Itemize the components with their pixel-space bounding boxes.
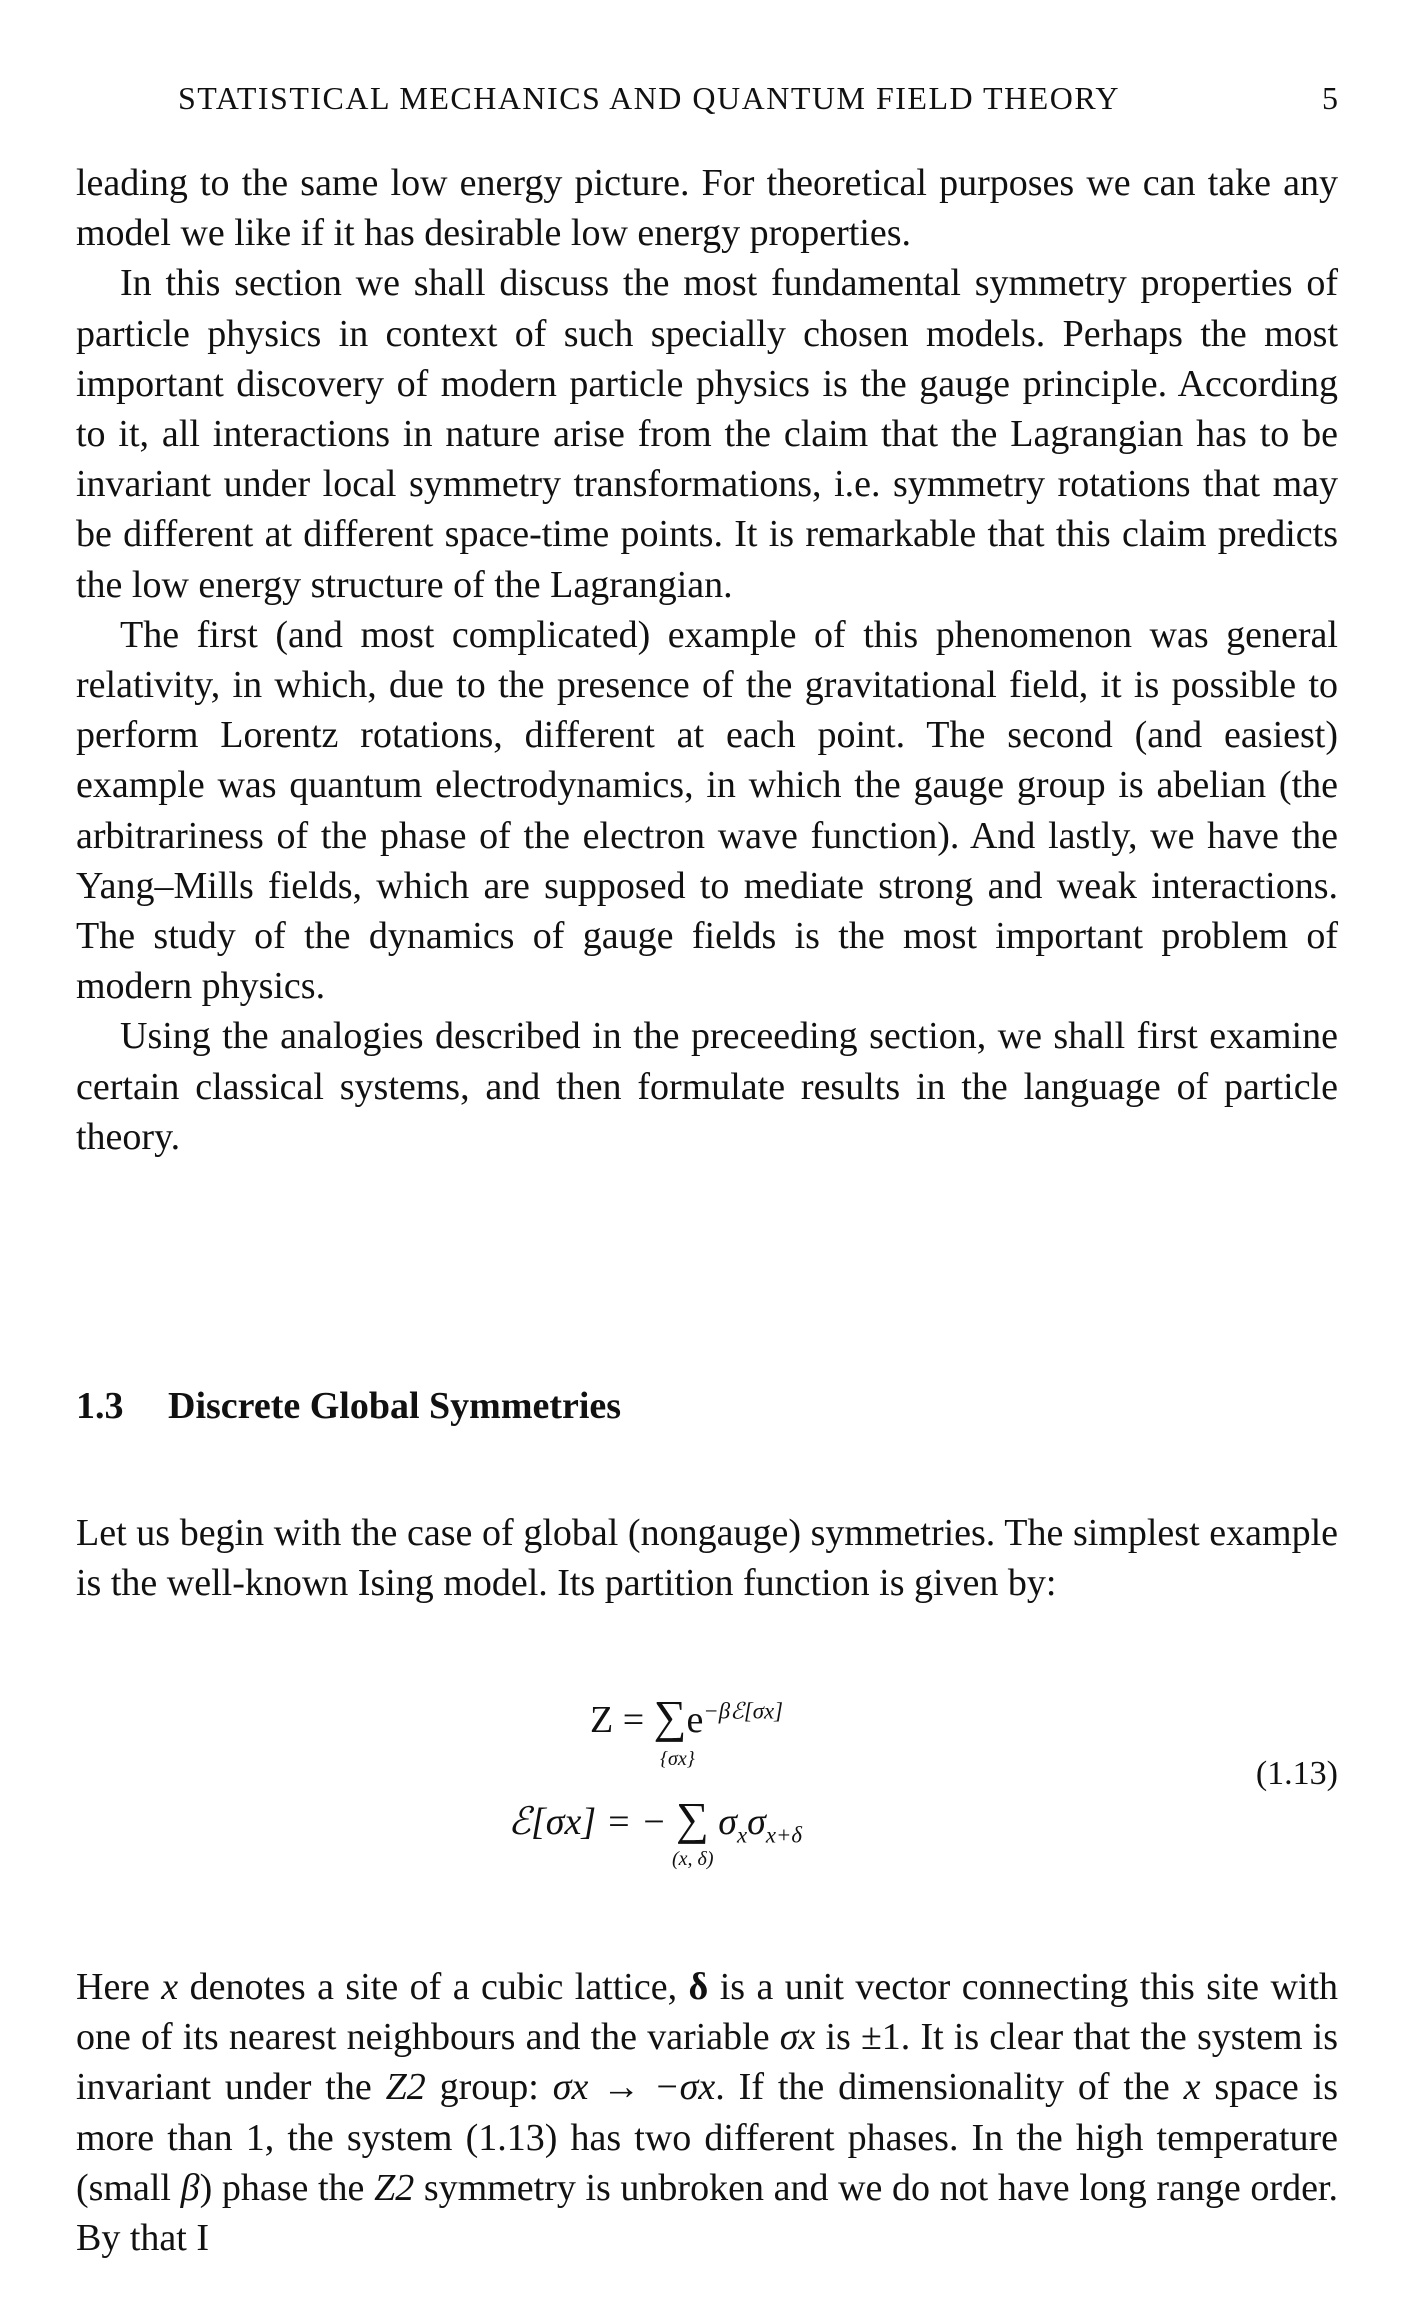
paragraph-ising-intro: Let us begin with the case of global (nongauge) symmetries. The simplest example is the well-known Ising model. Its partition function is given by: (76, 1512, 1338, 1605)
paragraph-gauge-principle: In this section we shall discuss the most fundamental symmetry properties of particle physics in context of such specially chosen models. Perhaps the most important discovery of modern particle physics is the gauge principle. According to it, all interactions in nature arise from the claim that the Lagrangian has to be invariant under local symmetry transformations, i.e. symmetry rotations that may be different at different space-time points. It is remarkable that this claim predicts the low energy structure of the Lagrangian. (76, 262, 1338, 606)
body-text-bottom (76, 1962, 1338, 2263)
equation-line-partition: $Z = \sum e^{-\beta ℰ[\sigma x]}$ (590, 1691, 783, 1742)
summation-symbol: ∑ (653, 1691, 687, 1742)
section-number: 1.3 (76, 1385, 124, 1427)
paragraph-examples: The first (and most complicated) example of this phenomenon was general relativity, in which, due to the presence of the gravitational field, it is possible to perform Lorentz rotations, different at each point. The second (and easiest) example was quantum electrodynamics, in which the gauge group is abelian (the arbitrariness of the phase of the electron wave function). And lastly, we have the Yang–Mills fields, which are supposed to mediate strong and weak interactions. The study of the dynamics of gauge fields is the most important problem of modern physics. (76, 613, 1338, 1008)
summation-symbol: ∑ (675, 1793, 709, 1844)
sum-index-pairs: (x, δ) (672, 1848, 714, 1870)
section-heading (76, 1384, 621, 1428)
running-title: STATISTICAL MECHANICS AND QUANTUM FIELD THEORY (178, 80, 1121, 116)
spin-product: $\sigma_x\sigma_{x+\delta}$ (718, 1801, 803, 1848)
page-number: 5 (1322, 80, 1338, 116)
equation-1-13 (0, 1680, 1423, 1880)
sum-index-spins: {σx} (660, 1748, 695, 1770)
equation-line-energy: ℰ[σx] = − ∑ $\sigma_x\sigma_{x+\delta}$ (508, 1793, 803, 1848)
paragraph-analogies: Using the analogies described in the preceeding section, we shall first examine certain classical systems, and then formulate results in the language of particle theory. (76, 1015, 1338, 1158)
running-header (178, 80, 1338, 117)
equation-number: (1.13) (1255, 1755, 1338, 1792)
paragraph-continuation: leading to the same low energy picture. For theoretical purposes we can take any model we like if it has desirable low energy properties. (76, 162, 1338, 255)
body-text-intro (76, 1508, 1338, 1608)
paragraph-ising-description: Here x denotes a site of a cubic lattice, δ is a unit vector connecting this site with one of its nearest neighbours and the variable σx is ±1. It is clear that the system is invariant under the Z2 group: σx → −σx. If the dimensionality of the x space is more than 1, the system (1.13) has two different phases. In the high temperature (small β) phase the Z2 symmetry is unbroken and we do not have long range order. By that I (76, 1966, 1339, 2260)
section-title: Discrete Global Symmetries (168, 1385, 622, 1427)
body-text-top (76, 158, 1338, 1162)
exponent: −βℰ[σx] (703, 1698, 783, 1724)
